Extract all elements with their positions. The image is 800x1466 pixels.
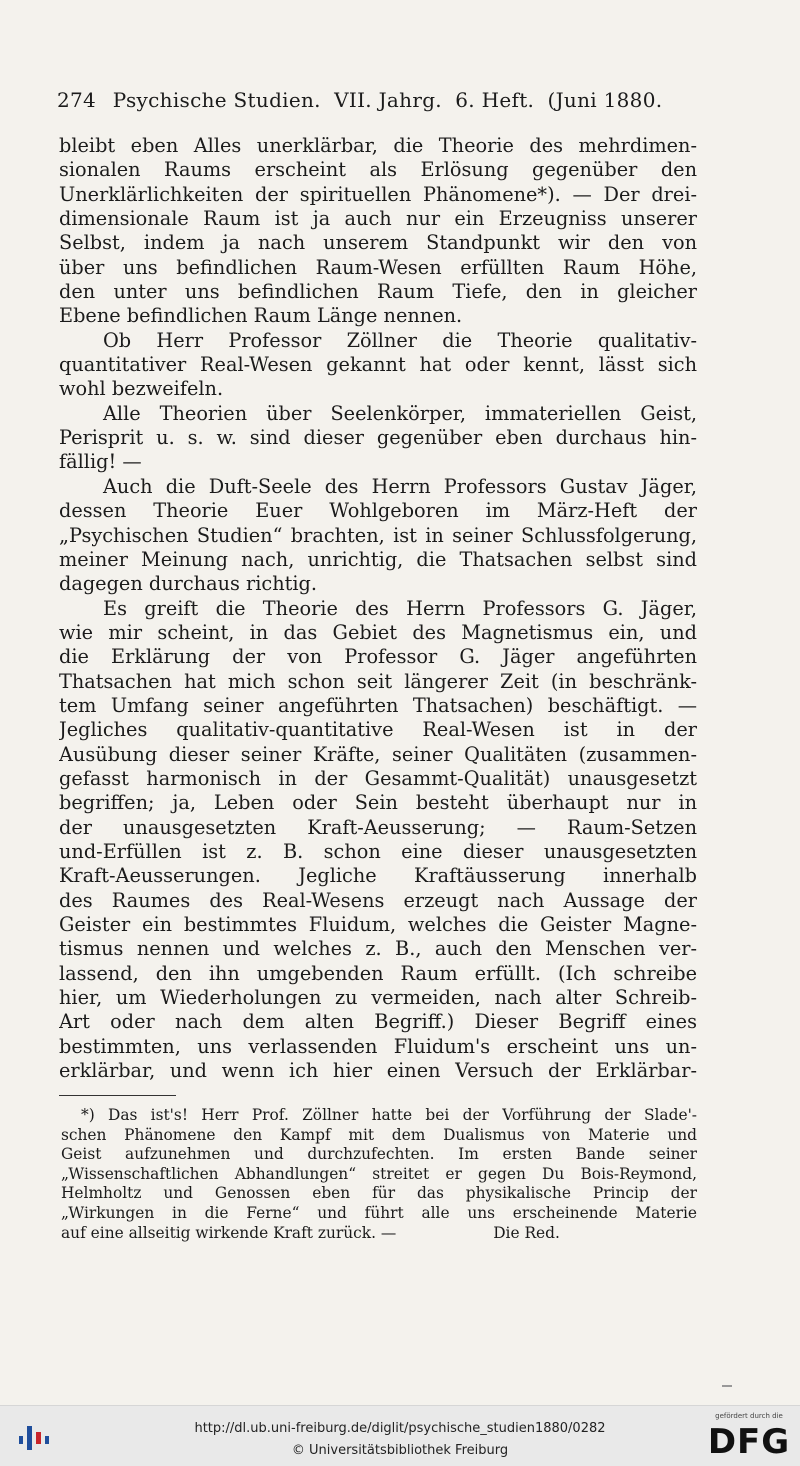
- footnote-line: schen Phänomene den Kampf mit dem Dualismus von Materie und: [61, 1125, 697, 1144]
- running-title: Psychische Studien. VII. Jahrg. 6. Heft. (Juni 1880.: [112, 88, 663, 112]
- text-line: Alle Theorien über Seelenkörper, immateriellen Geist,: [103, 401, 697, 425]
- permalink-url[interactable]: http://dl.ub.uni-freiburg.de/diglit/psychische_studien1880/0282: [194, 1421, 606, 1436]
- text-line: Geister ein bestimmtes Fluidum, welches die Geister Magne-: [59, 913, 697, 936]
- text-line: über uns befindlichen Raum-Wesen erfüllten Raum Höhe,: [59, 255, 697, 279]
- viewer-footer: [0, 1405, 800, 1466]
- text-line: Selbst, indem ja nach unserem Standpunkt wir den von: [59, 231, 697, 255]
- text-line: Ausübung dieser seiner Kräfte, seiner Qualitäten (zusammen-: [59, 742, 697, 766]
- text-line: Ob Herr Professor Zöllner die Theorie qualitativ-: [103, 328, 697, 352]
- text-line: begriffen; ja, Leben oder Sein besteht überhaupt nur in: [59, 791, 697, 815]
- footnote-line: „Wirkungen in die Ferne“ und führt alle uns erscheinende Materie: [61, 1203, 697, 1222]
- text-line: tem Umfang seiner angeführten Thatsachen) beschäftigt. —: [59, 693, 697, 717]
- text-line: dagegen durchaus richtig.: [59, 572, 318, 596]
- text-line: bleibt eben Alles unerklärbar, die Theorie des mehrdimen-: [59, 134, 697, 157]
- text-line: und-Erfüllen ist z. B. schon eine dieser unausgesetzten: [59, 839, 697, 863]
- copyright-notice: © Universitätsbibliothek Freiburg: [291, 1443, 509, 1458]
- text-line: „Psychischen Studien“ brachten, ist in seiner Schlussfolgerung,: [59, 523, 697, 547]
- text-line: wie mir scheint, in das Gebiet des Magnetismus ein, und: [59, 620, 697, 644]
- dfg-logo-text: DFG: [707, 1422, 791, 1462]
- text-line: der unausgesetzten Kraft-Aeusserung; — Raum-Setzen: [59, 815, 697, 839]
- footnote-line: „Wissenschaftlichen Abhandlungen“ streitet er gegen Du Bois-Reymond,: [61, 1164, 697, 1183]
- footnote-last-line: [61, 1224, 697, 1244]
- text-line: hier, um Wiederholungen zu vermeiden, nach alter Schreib-: [59, 986, 697, 1010]
- text-line: sionalen Raums erscheint als Erlösung gegenüber den: [59, 158, 697, 182]
- editor-signature: Die Red.: [493, 1223, 560, 1242]
- text-line: Es greift die Theorie des Herrn Professors G. Jäger,: [103, 596, 697, 620]
- footnote-line: auf eine allseitig wirkende Kraft zurück. —: [61, 1223, 397, 1242]
- text-line: Art oder nach dem alten Begriff.) Dieser Begriff eines: [59, 1010, 697, 1034]
- text-line: tismus nennen und welches z. B., auch den Menschen ver-: [59, 937, 697, 961]
- text-line: Perisprit u. s. w. sind dieser gegenüber eben durchaus hin-: [59, 426, 697, 450]
- footnote-line: Geist aufzunehmen und durchzufechten. Im ersten Bande seiner: [61, 1145, 697, 1164]
- text-line: lassend, den ihn umgebenden Raum erfüllt. (Ich schreibe: [59, 961, 697, 985]
- text-line: des Raumes des Real-Wesens erzeugt nach Aussage der: [59, 888, 697, 912]
- footnote-rule: [59, 1095, 176, 1096]
- text-line: Kraft-Aeusserungen. Jegliche Kraftäusserung innerhalb: [59, 864, 697, 888]
- text-line: die Erklärung der von Professor G. Jäger angeführten: [59, 645, 697, 669]
- text-line: fällig! —: [59, 450, 142, 474]
- text-line: Thatsachen hat mich schon seit längerer Zeit (in beschränk-: [59, 669, 697, 693]
- text-line: gefasst harmonisch in der Gesammt-Qualität) unausgesetzt: [59, 766, 697, 790]
- running-header: [57, 88, 697, 118]
- body-text: [59, 134, 697, 1083]
- text-line: Auch die Duft-Seele des Herrn Professors Gustav Jäger,: [103, 474, 697, 498]
- text-line: bestimmten, uns verlassenden Fluidum's erscheint uns un-: [59, 1034, 697, 1058]
- text-line: wohl bezweifeln.: [59, 377, 224, 401]
- text-line: meiner Meinung nach, unrichtig, die Thatsachen selbst sind: [59, 547, 697, 571]
- scan-speck: [722, 1385, 732, 1387]
- text-line: dimensionale Raum ist ja auch nur ein Erzeugniss unserer: [59, 207, 697, 231]
- text-line: dessen Theorie Euer Wohlgeboren im März-Heft der: [59, 499, 697, 523]
- footnote-line: Helmholtz und Genossen eben für das physikalische Princip der: [61, 1184, 697, 1203]
- footnote-line: *) Das ist's! Herr Prof. Zöllner hatte bei der Vorführung der Slade'-: [81, 1106, 697, 1124]
- text-line: quantitativer Real-Wesen gekannt hat oder kennt, lässt sich: [59, 353, 697, 377]
- text-line: Unerklärlichkeiten der spirituellen Phänomene*). — Der drei-: [59, 182, 697, 206]
- text-line: Jegliches qualitativ-quantitative Real-Wesen ist in der: [59, 718, 697, 742]
- page-number: 274: [57, 88, 97, 112]
- funder-caption: gefördert durch die: [715, 1412, 783, 1420]
- text-line: den unter uns befindlichen Raum Tiefe, den in gleicher: [59, 280, 697, 304]
- text-line: Ebene befindlichen Raum Länge nennen.: [59, 304, 463, 328]
- footnote: [61, 1106, 697, 1243]
- text-line: erklärbar, und wenn ich hier einen Versuch der Erklärbar-: [59, 1059, 697, 1083]
- dfg-logo: [706, 1412, 792, 1464]
